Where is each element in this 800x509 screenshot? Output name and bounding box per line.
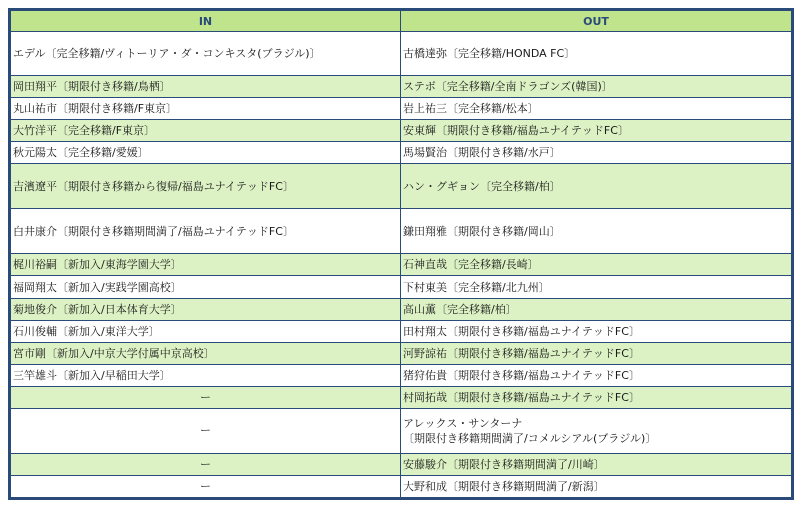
in-cell: エデル〔完全移籍/ヴィトーリア・ダ・コンキスタ(ブラジル)〕 [11, 32, 401, 76]
out-cell: ステボ〔完全移籍/全南ドラゴンズ(韓国)〕 [401, 76, 792, 98]
out-cell [401, 408, 792, 453]
table-row [11, 364, 792, 386]
in-cell: 吉濱遼平〔期限付き移籍から復帰/福島ユナイテッドFC〕 [11, 164, 401, 209]
header-row [11, 11, 792, 32]
out-cell-line1: アレックス・サンターナ [403, 416, 523, 430]
out-cell: 古橋達弥〔完全移籍/HONDA FC〕 [401, 32, 792, 76]
in-cell: 大竹洋平〔完全移籍/F東京〕 [11, 120, 401, 142]
out-cell: 高山薫〔完全移籍/柏〕 [401, 298, 792, 320]
table-row [11, 386, 792, 408]
out-cell: 大野和成〔期限付き移籍期間満了/新潟〕 [401, 475, 792, 497]
table-row [11, 142, 792, 164]
out-cell: 村岡拓哉〔期限付き移籍/福島ユナイテッドFC〕 [401, 386, 792, 408]
table-row [11, 453, 792, 475]
table-row [11, 276, 792, 298]
in-cell: ー [11, 453, 401, 475]
out-cell: 安東輝〔期限付き移籍/福島ユナイテッドFC〕 [401, 120, 792, 142]
table-row [11, 408, 792, 453]
in-cell: 福岡翔太〔新加入/実践学園高校〕 [11, 276, 401, 298]
in-cell: 三竿雄斗〔新加入/早稲田大学〕 [11, 364, 401, 386]
table-row [11, 209, 792, 254]
table-row [11, 320, 792, 342]
in-cell: 梶川裕嗣〔新加入/東海学園大学〕 [11, 254, 401, 276]
out-cell: 安藤駿介〔期限付き移籍期間満了/川崎〕 [401, 453, 792, 475]
table-row [11, 254, 792, 276]
out-cell: 鎌田翔雅〔期限付き移籍/岡山〕 [401, 209, 792, 254]
in-cell: 秋元陽太〔完全移籍/愛媛〕 [11, 142, 401, 164]
out-cell: 下村東美〔完全移籍/北九州〕 [401, 276, 792, 298]
transfer-table-frame [8, 8, 794, 500]
in-cell: ー [11, 475, 401, 497]
table-row [11, 32, 792, 76]
in-cell: ー [11, 386, 401, 408]
in-cell: 丸山祐市〔期限付き移籍/F東京〕 [11, 98, 401, 120]
in-cell: 岡田翔平〔期限付き移籍/鳥栖〕 [11, 76, 401, 98]
in-cell: 菊地俊介〔新加入/日本体育大学〕 [11, 298, 401, 320]
table-row [11, 164, 792, 209]
out-cell: 岩上祐三〔完全移籍/松本〕 [401, 98, 792, 120]
header-out: OUT [401, 11, 792, 32]
in-cell: 石川俊輔〔新加入/東洋大学〕 [11, 320, 401, 342]
out-cell: ハン・グギョン〔完全移籍/柏〕 [401, 164, 792, 209]
in-cell: 宮市剛〔新加入/中京大学付属中京高校〕 [11, 342, 401, 364]
in-cell: ー [11, 408, 401, 453]
table-row [11, 342, 792, 364]
out-cell: 田村翔太〔期限付き移籍/福島ユナイテッドFC〕 [401, 320, 792, 342]
out-cell: 猪狩佑貴〔期限付き移籍/福島ユナイテッドFC〕 [401, 364, 792, 386]
header-in: IN [11, 11, 401, 32]
out-cell: 河野諒祐〔期限付き移籍/福島ユナイテッドFC〕 [401, 342, 792, 364]
out-cell: 馬場賢治〔期限付き移籍/水戸〕 [401, 142, 792, 164]
table-row [11, 98, 792, 120]
transfer-table [10, 10, 792, 498]
table-row [11, 298, 792, 320]
in-cell: 白井康介〔期限付き移籍期間満了/福島ユナイテッドFC〕 [11, 209, 401, 254]
out-cell-line2: 〔期限付き移籍期間満了/コメルシアル(ブラジル)〕 [403, 431, 657, 445]
table-row [11, 475, 792, 497]
table-row [11, 76, 792, 98]
table-row [11, 120, 792, 142]
out-cell: 石神直哉〔完全移籍/長崎〕 [401, 254, 792, 276]
